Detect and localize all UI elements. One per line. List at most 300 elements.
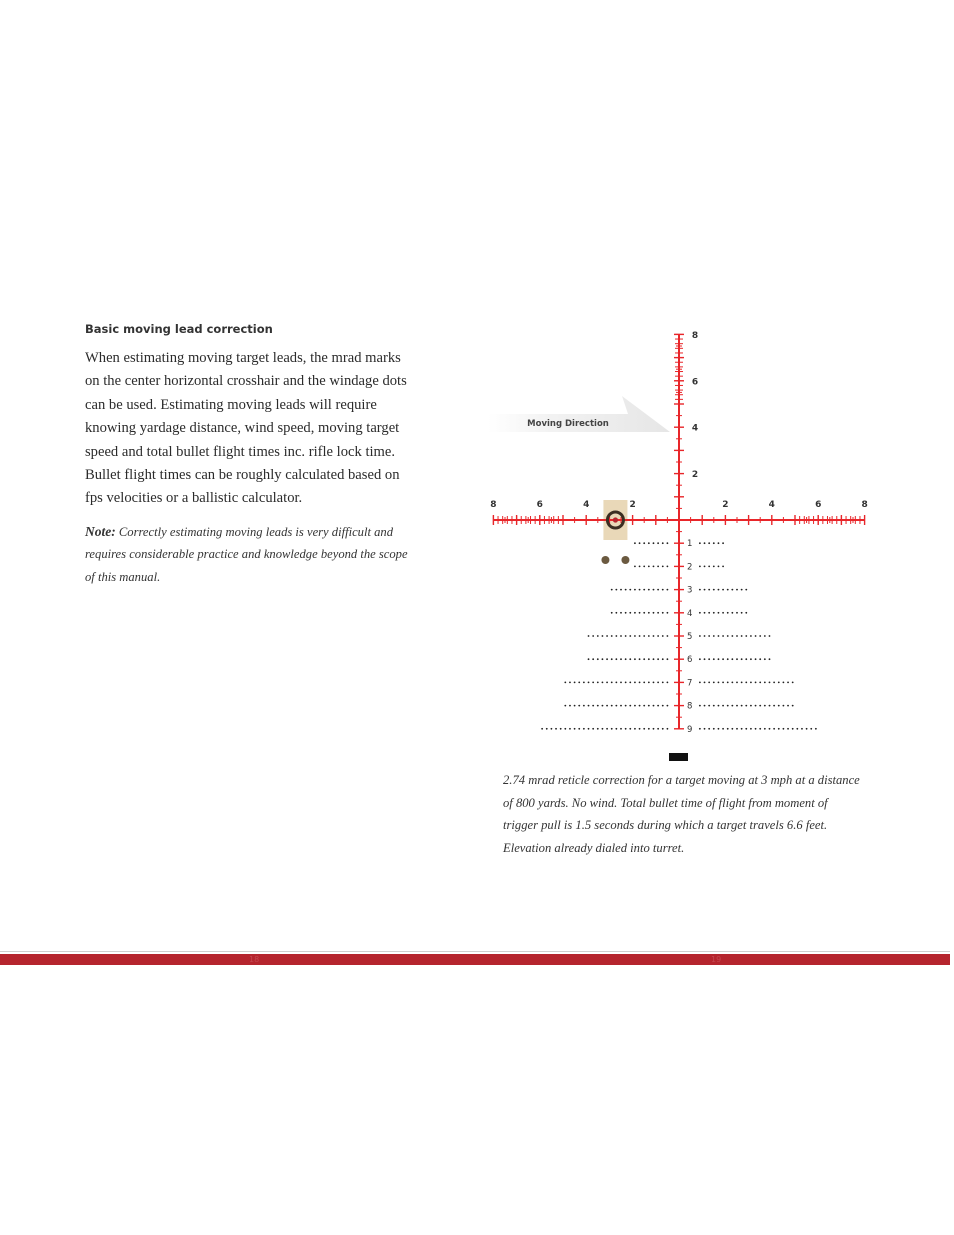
windage-dot (629, 612, 631, 614)
windage-dot (810, 728, 812, 730)
windage-dot (620, 635, 622, 637)
windage-dot (648, 682, 650, 684)
windage-dot (597, 635, 599, 637)
windage-label: 2 (629, 500, 636, 510)
windage-dot (731, 612, 733, 614)
windage-dot (597, 728, 599, 730)
windage-label: 6 (536, 500, 543, 510)
windage-dot (713, 612, 715, 614)
elevation-label: 6 (691, 377, 699, 388)
windage-dot (564, 728, 566, 730)
windage-dot (708, 728, 710, 730)
windage-dot (578, 728, 580, 730)
elevation-label: 8 (691, 330, 699, 341)
windage-dot (787, 682, 789, 684)
windage-label: 6 (815, 500, 822, 510)
windage-dot (750, 682, 752, 684)
windage-dot (667, 589, 669, 591)
windage-dot (718, 658, 720, 660)
windage-dot (778, 705, 780, 707)
windage-dot (722, 612, 724, 614)
windage-dot (639, 612, 641, 614)
windage-dot (606, 658, 608, 660)
windage-dot (625, 635, 627, 637)
windage-dot (708, 705, 710, 707)
windage-dot (699, 635, 701, 637)
row-label: 5 (687, 632, 693, 642)
windage-dot (699, 728, 701, 730)
windage-dot (722, 589, 724, 591)
windage-dot (699, 682, 701, 684)
windage-dot (634, 635, 636, 637)
windage-dot (704, 682, 706, 684)
windage-dot (583, 728, 585, 730)
windage-dot (792, 682, 794, 684)
windage-dot (634, 566, 636, 568)
windage-dot (643, 682, 645, 684)
windage-dot (718, 635, 720, 637)
windage-dot (787, 728, 789, 730)
windage-dot (755, 635, 757, 637)
windage-dot (699, 705, 701, 707)
windage-dot (731, 635, 733, 637)
windage-dot (625, 682, 627, 684)
windage-dot (662, 612, 664, 614)
windage-dot (648, 728, 650, 730)
windage-dot (643, 612, 645, 614)
windage-dot (611, 635, 613, 637)
target-wheel (601, 556, 609, 564)
windage-dot (773, 682, 775, 684)
windage-dot (648, 705, 650, 707)
windage-dot (764, 705, 766, 707)
windage-dot (611, 589, 613, 591)
windage-dot (602, 728, 604, 730)
windage-dot (643, 635, 645, 637)
windage-dot (643, 705, 645, 707)
windage-dot (731, 682, 733, 684)
windage-dot (629, 728, 631, 730)
windage-dot (653, 542, 655, 544)
windage-dot (718, 682, 720, 684)
row-label: 4 (687, 608, 693, 619)
elevation-label: 4 (691, 423, 699, 434)
windage-dot (588, 705, 590, 707)
windage-dot (704, 589, 706, 591)
windage-dot (764, 728, 766, 730)
windage-dot (731, 728, 733, 730)
windage-dot (653, 612, 655, 614)
windage-dot (769, 682, 771, 684)
windage-dot (750, 658, 752, 660)
windage-label: 8 (490, 500, 497, 510)
windage-dot (718, 542, 720, 544)
windage-dot (606, 728, 608, 730)
windage-dot (722, 682, 724, 684)
windage-dot (699, 542, 701, 544)
windage-dot (611, 728, 613, 730)
row-label: 9 (687, 724, 693, 735)
windage-dot (648, 542, 650, 544)
windage-dot (745, 705, 747, 707)
windage-dot (731, 589, 733, 591)
windage-dot (755, 705, 757, 707)
windage-dot (611, 612, 613, 614)
windage-dot (727, 635, 729, 637)
windage-dot (727, 612, 729, 614)
windage-dot (736, 658, 738, 660)
windage-dot (574, 728, 576, 730)
windage-dot (704, 635, 706, 637)
windage-dot (611, 682, 613, 684)
section-heading: Basic moving lead correction (85, 322, 273, 336)
windage-dot (764, 658, 766, 660)
row-label: 2 (687, 562, 693, 573)
windage-dot (615, 705, 617, 707)
windage-dot (634, 658, 636, 660)
windage-dot (708, 635, 710, 637)
windage-dot (736, 612, 738, 614)
windage-dot (653, 682, 655, 684)
windage-dot (615, 682, 617, 684)
row-label: 7 (687, 678, 693, 689)
note-label: Note: (85, 524, 116, 539)
windage-dot (546, 728, 548, 730)
windage-dot (667, 705, 669, 707)
windage-dot (741, 658, 743, 660)
windage-dot (597, 658, 599, 660)
windage-dot (639, 705, 641, 707)
windage-dot (783, 728, 785, 730)
windage-dot (541, 728, 543, 730)
windage-dot (592, 705, 594, 707)
windage-dot (657, 682, 659, 684)
windage-dot (736, 705, 738, 707)
black-marker (669, 753, 688, 761)
windage-dot (662, 566, 664, 568)
windage-dot (648, 612, 650, 614)
figure-caption: 2.74 mrad reticle correction for a target moving at 3 mph at a distance of 800 yards. No wind. Total bullet time of flight from moment of trigger pull is 1.5 seconds during which a target travels 6.6 feet. Elevation already dialed into turret. (503, 773, 860, 856)
windage-dot (643, 589, 645, 591)
windage-dot (662, 658, 664, 660)
windage-dot (564, 682, 566, 684)
windage-dot (569, 705, 571, 707)
windage-dot (783, 705, 785, 707)
windage-dot (639, 728, 641, 730)
windage-dot (769, 658, 771, 660)
windage-dot (653, 566, 655, 568)
windage-dot (699, 589, 701, 591)
windage-dot (592, 658, 594, 660)
windage-dot (722, 566, 724, 568)
windage-dot (648, 566, 650, 568)
windage-dot (657, 589, 659, 591)
windage-dot (588, 658, 590, 660)
windage-dot (564, 705, 566, 707)
windage-dot (713, 728, 715, 730)
windage-dot (551, 728, 553, 730)
windage-dot (657, 612, 659, 614)
windage-dot (629, 635, 631, 637)
windage-dot (667, 728, 669, 730)
windage-dot (615, 728, 617, 730)
windage-dot (578, 682, 580, 684)
windage-dot (773, 728, 775, 730)
windage-dot (606, 635, 608, 637)
windage-dot (704, 705, 706, 707)
windage-dot (796, 728, 798, 730)
windage-dot (769, 705, 771, 707)
windage-dot (657, 542, 659, 544)
windage-dot (588, 682, 590, 684)
windage-dot (718, 612, 720, 614)
windage-dot (783, 682, 785, 684)
windage-dot (741, 612, 743, 614)
windage-dot (597, 705, 599, 707)
windage-dot (708, 589, 710, 591)
windage-dot (629, 658, 631, 660)
windage-dot (745, 728, 747, 730)
windage-dot (615, 635, 617, 637)
windage-dot (806, 728, 808, 730)
windage-dot (653, 728, 655, 730)
windage-dot (643, 566, 645, 568)
windage-dot (792, 705, 794, 707)
windage-dot (588, 635, 590, 637)
windage-dot (755, 728, 757, 730)
windage-dot (718, 566, 720, 568)
windage-dot (745, 589, 747, 591)
windage-dot (648, 635, 650, 637)
windage-dot (699, 612, 701, 614)
windage-dot (708, 566, 710, 568)
windage-dot (708, 658, 710, 660)
windage-dot (792, 728, 794, 730)
windage-dot (639, 635, 641, 637)
target-wheel (621, 556, 629, 564)
windage-dot (662, 682, 664, 684)
windage-dot (727, 682, 729, 684)
windage-dot (592, 635, 594, 637)
windage-dot (667, 635, 669, 637)
footer-rule (0, 951, 950, 952)
windage-dot (606, 705, 608, 707)
windage-dot (755, 658, 757, 660)
windage-dot (611, 705, 613, 707)
body-paragraph: When estimating moving target leads, the mrad marks on the center horizontal crosshair and the windage dots can be used. Estimating moving leads will require knowing yardage distance, wind speed, moving target speed and total bullet flight times inc. rifle lock time. Bullet flight times can be roughly calculated based on fps velocities or a ballistic calculator. (85, 350, 407, 507)
windage-dot (736, 728, 738, 730)
windage-dot (574, 682, 576, 684)
windage-dot (569, 682, 571, 684)
windage-dot (755, 682, 757, 684)
page-number-right: 19 (711, 955, 722, 964)
windage-dot (620, 658, 622, 660)
windage-dot (741, 635, 743, 637)
windage-dot (657, 705, 659, 707)
windage-dot (648, 658, 650, 660)
windage-dot (639, 682, 641, 684)
windage-label: 4 (768, 500, 775, 510)
windage-dot (769, 635, 771, 637)
windage-dot (625, 658, 627, 660)
windage-dot (704, 728, 706, 730)
windage-dot (597, 682, 599, 684)
windage-dot (602, 658, 604, 660)
windage-dot (657, 728, 659, 730)
windage-dot (602, 635, 604, 637)
windage-dot (643, 542, 645, 544)
windage-dot (741, 682, 743, 684)
windage-dot (653, 589, 655, 591)
windage-dot (741, 705, 743, 707)
windage-dot (713, 705, 715, 707)
windage-dot (727, 658, 729, 660)
windage-dot (713, 566, 715, 568)
windage-dot (759, 658, 761, 660)
windage-dot (773, 705, 775, 707)
windage-dot (750, 635, 752, 637)
windage-dot (574, 705, 576, 707)
windage-dot (620, 589, 622, 591)
windage-dot (727, 589, 729, 591)
windage-dot (713, 542, 715, 544)
moving-direction-arrow (488, 396, 670, 432)
windage-dot (555, 728, 557, 730)
windage-dot (708, 612, 710, 614)
windage-dot (750, 705, 752, 707)
windage-dot (620, 612, 622, 614)
row-label: 1 (687, 539, 693, 550)
windage-dot (722, 635, 724, 637)
elevation-label: 2 (691, 470, 699, 481)
windage-dot (722, 728, 724, 730)
windage-dot (667, 542, 669, 544)
windage-dot (718, 728, 720, 730)
windage-dot (615, 589, 617, 591)
note-text: Correctly estimating moving leads is very difficult and requires considerable practice and knowledge beyond the scope of this manual. (85, 525, 408, 584)
windage-dot (727, 728, 729, 730)
windage-dot (620, 682, 622, 684)
windage-dot (629, 705, 631, 707)
windage-dot (759, 635, 761, 637)
windage-dot (704, 612, 706, 614)
windage-dot (643, 728, 645, 730)
windage-dot (592, 728, 594, 730)
row-label: 6 (687, 655, 693, 666)
windage-dot (778, 728, 780, 730)
windage-dot (713, 682, 715, 684)
windage-dot (745, 658, 747, 660)
windage-dot (745, 635, 747, 637)
windage-dot (639, 566, 641, 568)
windage-dot (620, 728, 622, 730)
windage-dot (639, 658, 641, 660)
windage-dot (722, 658, 724, 660)
windage-dot (667, 612, 669, 614)
row-label: 3 (687, 585, 693, 596)
windage-dot (667, 566, 669, 568)
windage-label: 4 (583, 500, 590, 510)
windage-dot (653, 705, 655, 707)
windage-dot (764, 682, 766, 684)
windage-dot (722, 705, 724, 707)
windage-dot (759, 705, 761, 707)
windage-dot (736, 635, 738, 637)
windage-dot (662, 542, 664, 544)
windage-dot (736, 589, 738, 591)
windage-dot (625, 705, 627, 707)
windage-dot (718, 705, 720, 707)
windage-dot (639, 589, 641, 591)
windage-label: 2 (722, 500, 729, 510)
windage-dot (657, 566, 659, 568)
windage-dot (769, 728, 771, 730)
windage-dot (713, 589, 715, 591)
windage-dot (662, 589, 664, 591)
windage-label: 8 (861, 500, 868, 510)
windage-dot (713, 635, 715, 637)
windage-dot (588, 728, 590, 730)
windage-dot (662, 705, 664, 707)
windage-dot (750, 728, 752, 730)
windage-dot (759, 728, 761, 730)
windage-dot (722, 542, 724, 544)
windage-dot (778, 682, 780, 684)
windage-dot (569, 728, 571, 730)
windage-dot (653, 635, 655, 637)
windage-dot (741, 728, 743, 730)
windage-dot (699, 658, 701, 660)
windage-dot (625, 612, 627, 614)
windage-dot (662, 728, 664, 730)
windage-dot (611, 658, 613, 660)
windage-dot (634, 612, 636, 614)
windage-dot (634, 705, 636, 707)
windage-dot (560, 728, 562, 730)
windage-dot (657, 635, 659, 637)
windage-dot (745, 682, 747, 684)
windage-dot (634, 542, 636, 544)
windage-dot (704, 658, 706, 660)
windage-dot (787, 705, 789, 707)
windage-dot (583, 682, 585, 684)
windage-dot (648, 589, 650, 591)
windage-dot (625, 589, 627, 591)
windage-dot (708, 542, 710, 544)
footer-bar (0, 954, 950, 965)
windage-dot (634, 589, 636, 591)
page-number-left: 18 (249, 955, 260, 964)
arrow-label: Moving Direction (527, 419, 609, 429)
windage-dot (727, 705, 729, 707)
windage-dot (578, 705, 580, 707)
windage-dot (731, 705, 733, 707)
windage-dot (704, 542, 706, 544)
windage-dot (718, 589, 720, 591)
windage-dot (602, 705, 604, 707)
windage-dot (583, 705, 585, 707)
windage-dot (741, 589, 743, 591)
windage-dot (759, 682, 761, 684)
windage-dot (736, 682, 738, 684)
aim-point-center (613, 517, 618, 522)
windage-dot (639, 542, 641, 544)
windage-dot (643, 658, 645, 660)
windage-dot (592, 682, 594, 684)
windage-dot (764, 635, 766, 637)
windage-dot (667, 682, 669, 684)
windage-dot (653, 658, 655, 660)
